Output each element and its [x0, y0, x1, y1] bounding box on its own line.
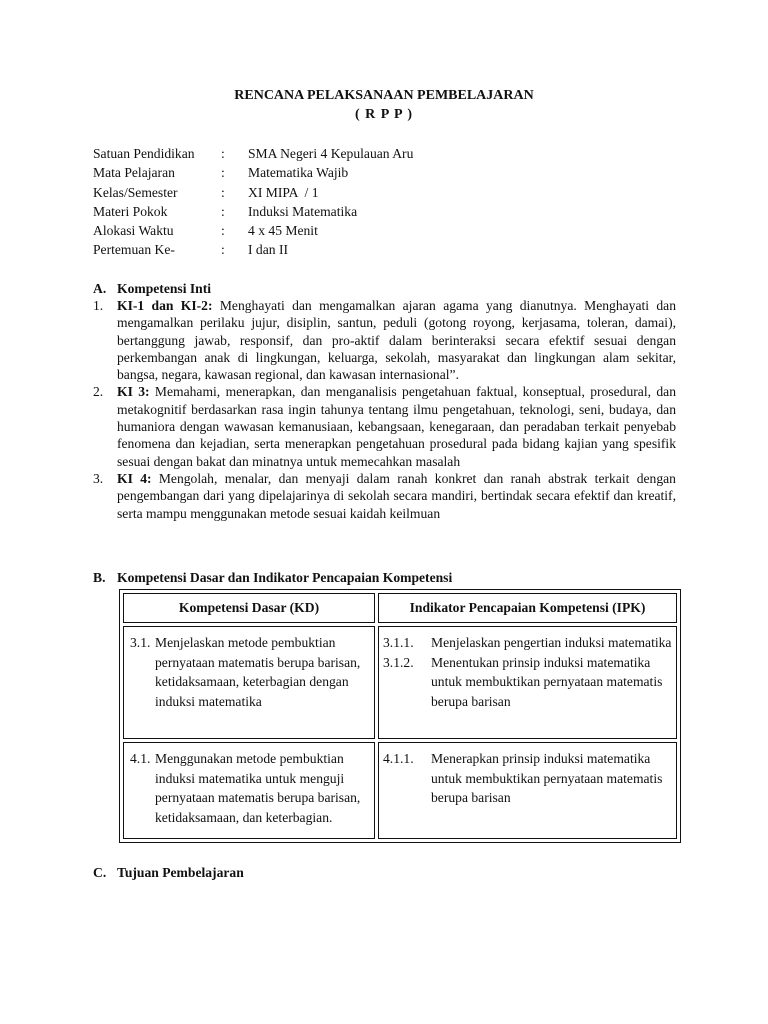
identity-label: Kelas/Semester: [93, 184, 178, 200]
section-letter: B.: [93, 570, 106, 585]
identity-colon: :: [221, 184, 225, 200]
kd-number: 3.1.: [130, 635, 151, 650]
identity-value: I dan II: [248, 242, 289, 258]
identity-block: [93, 145, 413, 261]
table-cell-kd: [123, 742, 375, 839]
ki-label: KI-1 dan KI-2:: [117, 298, 213, 313]
identity-label: Mata Pelajaran: [93, 165, 175, 181]
ki-body: Mengolah, menalar, dan menyaji dalam ranah konkret dan ranah abstrak terkait dengan pengembangan dari yang dipelajarinya di sekolah secara mandiri, bertindak secara efektif dan kreatif, serta mampu menggunakan metode sesuai kaidah keilmuan: [117, 470, 676, 521]
identity-row: [93, 164, 413, 183]
ipk-number: 3.1.2.: [383, 654, 414, 670]
list-item: [93, 383, 676, 469]
ki-text: [117, 297, 676, 383]
ipk-item: [383, 653, 672, 712]
table-row: [123, 626, 677, 739]
section-title: Tujuan Pembelajaran: [117, 865, 244, 880]
ipk-list: [379, 743, 676, 812]
table-header-row: [123, 593, 677, 623]
section-title: Kompetensi Dasar dan Indikator Pencapaian Kompetensi: [117, 570, 453, 585]
identity-colon: :: [221, 242, 225, 258]
ki-text: [117, 470, 676, 522]
identity-value: XI MIPA / 1: [248, 184, 319, 200]
section-title: Kompetensi Inti: [117, 281, 212, 296]
identity-label: Materi Pokok: [93, 203, 168, 219]
table-header-ipk: Indikator Pencapaian Kompetensi (IPK): [378, 593, 677, 623]
identity-colon: :: [221, 165, 225, 181]
list-item: [93, 297, 676, 383]
document-subtitle: ( R P P ): [355, 107, 413, 122]
identity-colon: :: [221, 223, 225, 239]
section-letter: A.: [93, 281, 107, 296]
ki-label: KI 4:: [117, 470, 152, 486]
ipk-text: Menerapkan prinsip induksi matematika untuk membuktikan pernyataan matematis berupa barisan: [431, 751, 663, 805]
kd-item: [124, 743, 374, 831]
ipk-text: Menentukan prinsip induksi matematika untuk membuktikan pernyataan matematis berupa barisan: [431, 654, 663, 709]
table-cell-ipk: [378, 742, 677, 839]
table-cell-ipk: [378, 626, 677, 739]
section-a-heading: [93, 280, 211, 297]
section-letter: C.: [93, 865, 107, 880]
identity-value: SMA Negeri 4 Kepulauan Aru: [248, 146, 414, 161]
identity-row: [93, 222, 413, 241]
identity-value: Matematika Wajib: [248, 165, 349, 181]
list-number: 3.: [93, 470, 104, 486]
ki-body: Menghayati dan mengamalkan ajaran agama yang dianutnya. Menghayati dan mengamalkan perilaku jujur, disiplin, santun, peduli (gotong royong, kerjasama, toleran, damai), bertanggung jawab, responsif, dan pro-aktif dalam berinteraksi secara efektif sesuai dengan perkembangan anak di lingkungan, keluarga, sekolah, masyarakat dan lingkungan alam sekitar, bangsa, negara, kawasan regional, dan kawasan internasional”.: [117, 298, 676, 383]
ki-text: [117, 383, 676, 469]
identity-value: Induksi Matematika: [248, 203, 358, 219]
kd-text: Menggunakan metode pembuktian induksi matematika untuk menguji pernyataan matematis berupa barisan, ketidaksamaan, dan keterbagian.: [155, 751, 361, 825]
ipk-list: [379, 627, 676, 715]
identity-label: Alokasi Waktu: [93, 223, 174, 239]
document-title: RENCANA PELAKSANAAN PEMBELAJARAN: [234, 88, 534, 103]
ipk-number: 3.1.1.: [383, 635, 414, 650]
identity-colon: :: [221, 146, 225, 161]
ipk-text: Menjelaskan pengertian induksi matematika: [431, 635, 672, 650]
section-b-heading: [93, 569, 452, 586]
table-header-kd: Kompetensi Dasar (KD): [123, 593, 375, 623]
identity-colon: :: [221, 203, 225, 219]
ki-list: [93, 297, 676, 522]
list-number: 2.: [93, 384, 104, 400]
kd-ipk-table: [119, 589, 681, 843]
identity-row: [93, 241, 413, 260]
table-row: [123, 742, 677, 839]
ipk-item: [383, 633, 672, 653]
identity-value: 4 x 45 Menit: [248, 223, 318, 239]
section-c-heading: [93, 864, 244, 881]
identity-row: [93, 145, 413, 164]
kd-number: 4.1.: [130, 751, 151, 766]
ki-label: KI 3:: [117, 384, 150, 400]
ipk-item: [383, 749, 672, 808]
list-item: [93, 470, 676, 522]
list-number: 1.: [93, 298, 104, 313]
identity-row: [93, 203, 413, 222]
table-cell-kd: [123, 626, 375, 739]
identity-label: Pertemuan Ke-: [93, 242, 175, 258]
identity-label: Satuan Pendidikan: [93, 146, 195, 161]
kd-text: Menjelaskan metode pembuktian pernyataan matematis berupa barisan, ketidaksamaan, keterbagian dengan induksi matematika: [155, 635, 361, 709]
ipk-number: 4.1.1.: [383, 751, 414, 766]
kd-item: [124, 627, 374, 715]
ki-body: Memahami, menerapkan, dan menganalisis pengetahuan faktual, konseptual, prosedural, dan metakognitif berdasarkan rasa ingin tahunya tentang ilmu pengetahuan, teknologi, seni, budaya, dan humaniora dengan wawasan kemanusiaan, kebangsaan, kenegaraan, dan peradaban terkait penyebab fenomena dan kejadian, serta menerapkan pengetahuan prosedural pada bidang kajian yang spesifik sesuai dengan bakat dan minatnya untuk memecahkan masalah: [117, 384, 676, 469]
identity-row: [93, 184, 413, 203]
